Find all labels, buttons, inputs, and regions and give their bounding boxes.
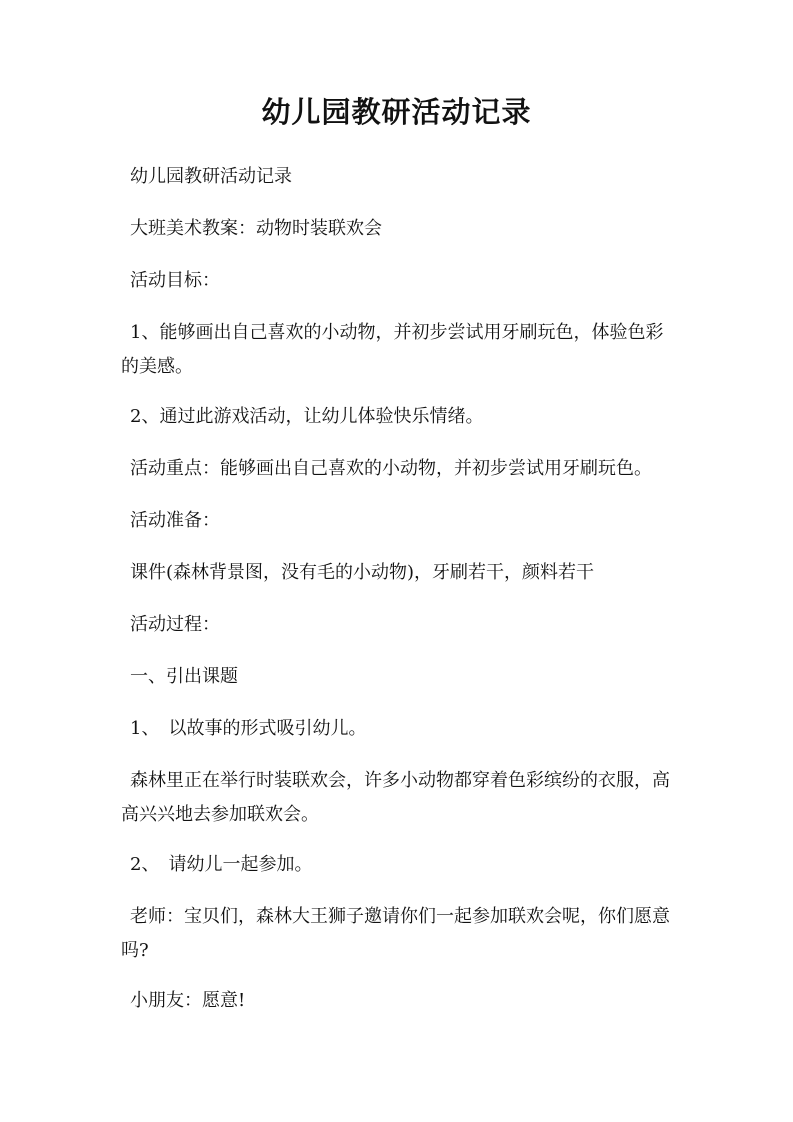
paragraph: 活动准备： (130, 510, 220, 531)
paragraph: 活动目标： (130, 270, 220, 291)
paragraph: 幼儿园教研活动记录 (130, 166, 292, 187)
paragraph: 老师：宝贝们，森林大王狮子邀请你们一起参加联欢会呢，你们愿意吗? (121, 906, 670, 961)
document-body (121, 160, 677, 1036)
paragraph: 大班美术教案：动物时装联欢会 (130, 218, 382, 239)
paragraph: 课件(森林背景图，没有毛的小动物)，牙刷若干，颜料若干 (130, 562, 595, 583)
paragraph: 1、能够画出自己喜欢的小动物，并初步尝试用牙刷玩色，体验色彩的美感。 (121, 322, 664, 377)
paragraph: 1、 以故事的形式吸引幼儿。 (130, 718, 367, 739)
paragraph: 活动过程： (130, 614, 220, 635)
paragraph: 森林里正在举行时装联欢会，许多小动物都穿着色彩缤纷的衣服，高高兴兴地去参加联欢会。 (121, 770, 670, 825)
paragraph: 一、引出课题 (130, 666, 238, 687)
paragraph: 2、 请幼儿一起参加。 (130, 854, 313, 875)
paragraph: 2、通过此游戏活动，让幼儿体验快乐情绪。 (130, 406, 484, 427)
document-title: 幼儿园教研活动记录 (261, 95, 532, 129)
paragraph: 活动重点：能够画出自己喜欢的小动物，并初步尝试用牙刷玩色。 (130, 458, 652, 479)
paragraph: 小朋友：愿意! (130, 990, 246, 1011)
